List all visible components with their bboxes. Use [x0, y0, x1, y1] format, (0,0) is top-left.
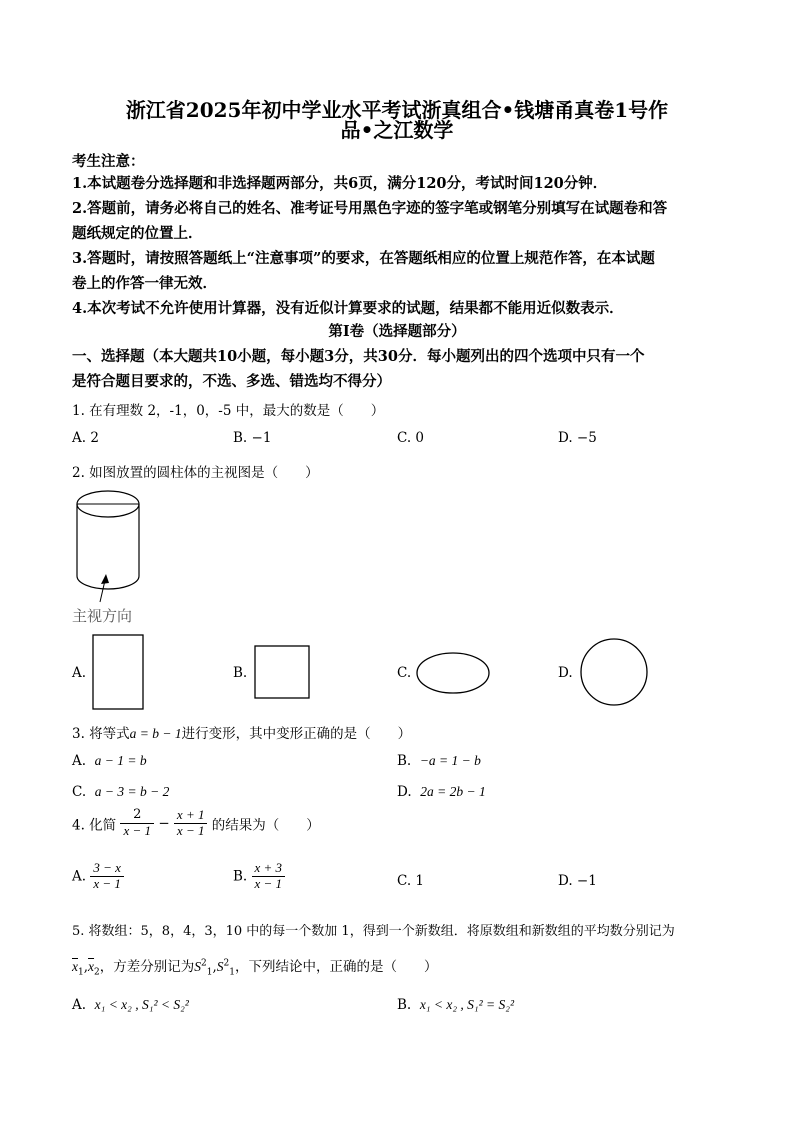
- question-1-option-b: B. −1: [233, 430, 272, 446]
- notice-item-2: 2.答题前，请务必将自己的姓名、准考证号用黑色字迹的签字笔或钢笔分别填写在试题卷和答: [72, 200, 668, 217]
- fraction-denominator: x − 1: [176, 822, 205, 838]
- question-2-option-b-letter: B.: [233, 665, 248, 681]
- option-a-fraction: [90, 861, 124, 892]
- superscript: 2: [201, 958, 207, 969]
- question-4-option-c: C. 1: [397, 873, 425, 889]
- question-3-stem-prefix: 3. 将等式: [72, 726, 130, 742]
- option-expression: x₁ < x₂ , S₁² < S₂²: [94, 997, 189, 1012]
- cylinder-figure: [70, 484, 150, 604]
- question-2-stem: 2. 如图放置的圆柱体的主视图是（ ）: [72, 465, 319, 481]
- notice-heading: 考生注意：: [72, 153, 145, 170]
- option-letter: A.: [72, 753, 87, 769]
- subscript: 2: [94, 967, 100, 978]
- mean-x1: $\overline{x}$: [72, 959, 78, 974]
- notice-item-1: 1.本试题卷分选择题和非选择题两部分，共6页，满分120分，考试时间120分钟．: [72, 175, 608, 192]
- option-letter: B.: [233, 868, 248, 885]
- notice-item-2-cont: 题纸规定的位置上．: [72, 225, 203, 242]
- notice-item-3-cont: 卷上的作答一律无效．: [72, 275, 217, 292]
- part-heading: 第Ⅰ卷（选择题部分）: [328, 323, 466, 340]
- variance-s1: S: [194, 959, 202, 974]
- section-heading-line-2: 是符合题目要求的，不选、多选、错选均不得分）: [72, 373, 391, 390]
- option-c-ellipse-shape: [416, 652, 490, 694]
- fraction-denominator: x − 1: [93, 875, 121, 891]
- question-3-option-b: [397, 753, 481, 769]
- question-3-option-d: [397, 784, 486, 800]
- page-title-line-1: 浙江省2025年初中学业水平考试浙真组合•钱塘甬真卷1号作: [125, 98, 669, 122]
- question-5-stem-line-1: 5. 将数组：5，8，4，3，10 中的每一个数加 1，得到一个新数组．将原数组和新数组的平均数分别记为: [72, 924, 675, 939]
- variance-s2: S: [216, 959, 224, 974]
- question-1-stem: 1. 在有理数 2，-1，0，-5 中，最大的数是（ ）: [72, 403, 385, 419]
- notice-item-3: 3.答题时，请按照答题纸上“注意事项”的要求，在答题纸相应的位置上规范作答，在本试题: [72, 250, 655, 267]
- question-1-option-d: D. −5: [558, 430, 597, 446]
- option-a-rectangle-shape: [92, 634, 144, 710]
- view-direction-label: 主视方向: [72, 607, 133, 625]
- question-5-option-a: [72, 997, 189, 1013]
- fraction-numerator: 3 − x: [90, 861, 124, 877]
- option-letter: D.: [397, 784, 412, 800]
- option-letter: A.: [72, 868, 87, 885]
- option-letter: A.: [72, 997, 87, 1013]
- question-3-option-a: [72, 753, 147, 769]
- comma: ,: [83, 959, 89, 975]
- fraction-numerator: x + 3: [252, 861, 286, 877]
- question-4-option-d: D. −1: [558, 873, 597, 889]
- question-4-stem: [72, 808, 320, 839]
- option-expression: 2a = 2b − 1: [420, 784, 486, 799]
- option-b-square-shape: [254, 645, 310, 699]
- option-d-circle-shape: [580, 638, 648, 706]
- subscript: 1: [78, 967, 84, 978]
- option-expression: a − 3 = b − 2: [94, 784, 170, 799]
- question-4-stem-prefix: 4. 化简: [72, 817, 117, 834]
- question-4-option-a: [72, 861, 124, 892]
- option-expression: −a = 1 − b: [419, 753, 481, 768]
- question-4-option-b: [233, 861, 285, 892]
- section-heading-line-1: 一、选择题（本大题共10小题，每小题3分，共30分．每小题列出的四个选项中只有一个: [72, 348, 645, 365]
- notice-item-4: 4.本次考试不允许使用计算器，没有近似计算要求的试题，结果都不能用近似数表示．: [72, 300, 624, 317]
- subscript: 1: [206, 967, 213, 978]
- question-2-option-c-letter: C.: [397, 665, 412, 681]
- page-title-line-2: 品•之江数学: [340, 118, 454, 142]
- question-2-option-d-letter: D.: [558, 665, 573, 681]
- option-expression: x₁ < x₂ , S₁² = S₂²: [419, 997, 515, 1012]
- option-b-fraction: [252, 861, 286, 892]
- option-letter: B.: [397, 753, 412, 769]
- fraction-denominator: x − 1: [123, 822, 152, 838]
- question-3-stem-suffix: 进行变形，其中变形正确的是（ ）: [181, 726, 412, 742]
- mean-x2: $\overline{x}$: [88, 959, 95, 974]
- question-1-option-a: A. 2: [72, 430, 99, 446]
- question-1-option-c: C. 0: [397, 430, 425, 446]
- question-5-option-b: [397, 997, 514, 1013]
- question-3-equation: a = b − 1: [129, 726, 182, 741]
- superscript: 2: [223, 958, 230, 969]
- question-5-stem-mid: ，方差分别记为: [99, 959, 195, 975]
- fraction-denominator: x − 1: [254, 875, 283, 891]
- option-letter: C.: [72, 784, 87, 800]
- question-4-stem-suffix: 的结果为（ ）: [211, 817, 320, 834]
- fraction-numerator: 2: [120, 808, 154, 824]
- fraction-2: [174, 808, 208, 839]
- question-3-stem: [72, 722, 411, 742]
- question-3-option-c: [72, 784, 169, 800]
- question-2-option-a-letter: A.: [72, 665, 87, 681]
- fraction-numerator: x + 1: [174, 808, 208, 824]
- subscript: 1: [229, 967, 235, 978]
- minus-sign: −: [158, 815, 170, 832]
- question-5-stem-line-2: $\overline{x}_1,\overline{x}_2$，方差分别记为$S^2_1,S^2_1$，下列结论中，正确的是（ ）: [72, 958, 438, 978]
- question-5-stem-suffix: ，下列结论中，正确的是（ ）: [235, 959, 438, 975]
- option-letter: B.: [397, 997, 412, 1013]
- option-expression: a − 1 = b: [94, 753, 147, 768]
- fraction-1: [120, 808, 154, 839]
